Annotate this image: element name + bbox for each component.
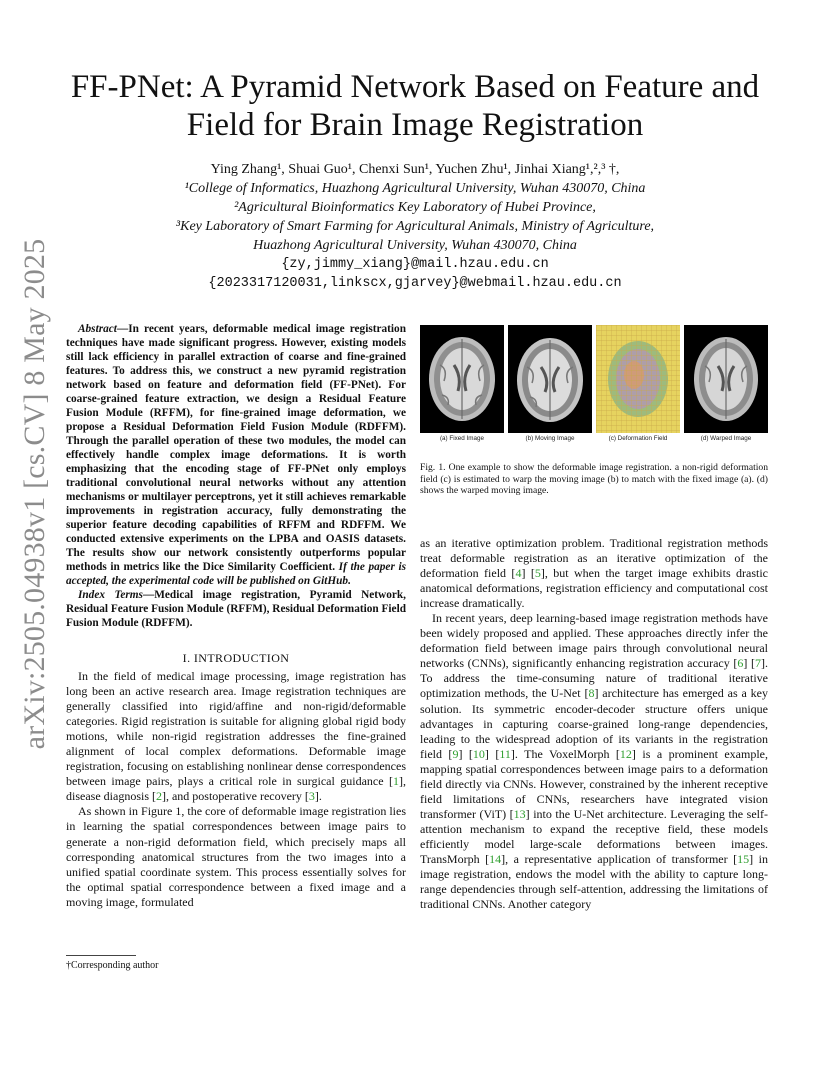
citation-link[interactable]: 2 (155, 789, 162, 804)
index-terms: —Medical image registration, Pyramid Network, Residual Feature Fusion Module (RFFM), Residual Deformation Field Fusion Module (RDFFM). (66, 589, 406, 629)
panel-caption-c: (c) Deformation Field (608, 435, 668, 442)
paragraph-text: ] [ (458, 746, 473, 761)
paragraph-text: ], but when the target image exhibits drastic anatomical deformations, registration efficiency and computational cost increase dramatically. (420, 566, 768, 611)
arxiv-watermark: arXiv:2505.04938v1 [cs.CV] 8 May 2025 (18, 238, 51, 750)
paragraph-text: In recent years, deep learning-based image registration methods have been widely proposed and applied. These approaches directly infer the deformation field between image pairs through convolutional neural networks (CNNs), significantly enhancing registration accuracy [ (420, 611, 768, 671)
paragraph-text: ] into the U-Net architecture. Leveraging the self-attention mechanism to expand the receptive field, these models efficiently model large-scale deformations between images. TransMorph [ (420, 806, 768, 866)
abstract-code-note: If the paper is accepted, the experimental code will be published on GitHub. (66, 561, 406, 587)
affiliation-1: ¹College of Informatics, Huazhong Agricultural University, Wuhan 430070, China (184, 181, 646, 196)
paragraph-text: ], disease diagnosis [ (66, 774, 406, 804)
footnote-divider (66, 955, 136, 956)
paragraph-text: ] in image registration, endows the model with the ability to capture long-range dependencies through self-attention, addressing the limitations of traditional CNNs. Another category (420, 851, 768, 912)
paragraph-text: ]. To address the time-consuming nature of traditional iterative optimization methods, the U-Net [ (420, 656, 768, 701)
citation-link[interactable]: 8 (588, 686, 595, 701)
paragraph-text: In the field of medical image processing, image registration has long been an active research area. Image registration techniques are generally classified into rigid/affine and non-rigid/deformable categories. Rigid registration is suitable for aligning global rigid body motions, while non-rigid registration addresses the fine-grained alignment of local complex deformations. Deformable image registration, focusing on establishing nonlinear dense correspondences between image pairs, plays a critical role in surgical guidance [ (66, 669, 406, 789)
paragraph-text: ] [ (743, 656, 755, 671)
citation-link[interactable]: 4 (515, 566, 522, 581)
paper-title: FF-PNet: A Pyramid Network Based on Feature and Field for Brain Image Registration (70, 69, 760, 143)
citation-link[interactable]: 1 (393, 774, 399, 789)
author-block (60, 160, 770, 293)
index-terms-label: Index Terms (78, 589, 143, 601)
introduction-body (66, 669, 406, 910)
paragraph-text: ] is a prominent example, mapping spatial correspondences between image pairs to a deformation field directly via CNNs. However, constrained by the inherent receptive field limitations of CNNs, researchers have integrated vision transformer (ViT) [ (420, 746, 769, 821)
abstract (66, 322, 406, 630)
right-column-body (420, 536, 768, 912)
moving-image-panel (508, 325, 592, 433)
citation-link[interactable]: 12 (619, 746, 632, 761)
email-1: {zy,jimmy_xiang}@mail.hzau.edu.cn (281, 257, 549, 272)
warped-image-panel (684, 325, 768, 433)
panel-caption-a: (a) Fixed Image (439, 435, 485, 442)
paragraph (420, 536, 768, 611)
author-line: Ying Zhang¹, Shuai Guo¹, Chenxi Sun¹, Yuchen Zhu¹, Jinhai Xiang¹,²,³ †, (210, 162, 620, 177)
paragraph (66, 804, 406, 909)
figure-1 (420, 325, 768, 445)
citation-link[interactable]: 3 (308, 789, 315, 804)
citation-link[interactable]: 11 (499, 746, 511, 761)
deformation-field-panel (596, 325, 680, 433)
paragraph-text: ], a representative application of transformer [ (501, 851, 738, 866)
paragraph-text: ]. The VoxelMorph [ (510, 746, 620, 761)
affiliation-4: Huazhong Agricultural University, Wuhan 430070, China (253, 238, 577, 253)
brain-scan-icon (508, 325, 592, 433)
panel-caption-d: (d) Warped Image (700, 435, 752, 442)
citation-link[interactable]: 7 (754, 656, 761, 671)
paragraph-text: ], and postoperative recovery [ (161, 789, 309, 804)
citation-link[interactable]: 5 (534, 566, 541, 581)
section-heading-introduction: I. INTRODUCTION (182, 651, 290, 665)
citation-link[interactable]: 13 (513, 806, 526, 821)
paragraph-text: as an iterative optimization problem. Traditional registration methods treat deformable registration as an iterative optimization of the deformation field [ (420, 536, 768, 581)
paragraph-text: ] [ (521, 566, 535, 581)
footnote: †Corresponding author (66, 960, 159, 971)
citation-link[interactable]: 14 (489, 851, 502, 866)
email-2: {2023317120031,linkscx,gjarvey}@webmail.hzau.edu.cn (208, 276, 622, 291)
figure-caption: Fig. 1. One example to show the deformable image registration. a non-rigid deformation field (c) is estimated to warp the moving image (b) to match with the fixed image (a). (d) shows the warped moving image. (420, 462, 768, 497)
abstract-label: Abstract (78, 323, 117, 335)
paragraph-text: ]. (314, 789, 322, 804)
paragraph-text: ] [ (484, 746, 500, 761)
brain-scan-icon (420, 325, 504, 433)
brain-scan-icon (684, 325, 768, 433)
affiliation-3: ³Key Laboratory of Smart Farming for Agricultural Animals, Ministry of Agriculture, (175, 219, 655, 234)
citation-link[interactable]: 6 (737, 656, 744, 671)
paragraph (420, 611, 768, 912)
paragraph (66, 669, 406, 804)
fixed-image-panel (420, 325, 504, 433)
affiliation-2: ²Agricultural Bioinformatics Key Laboratory of Hubei Province, (234, 200, 596, 215)
citation-link[interactable]: 10 (472, 746, 485, 761)
citation-link[interactable]: 9 (452, 746, 459, 761)
abstract-text: —In recent years, deformable medical image registration techniques have made significant progress. However, existing models still lack efficiency in parallel extraction of coarse and fine-grained features. To address this, we construct a new pyramid registration network based on feature and deformation field (FF-PNet). For coarse-grained feature extraction, we design a Residual Feature Fusion Module (RFFM), for fine-grained image deformation, we propose a Residual Deformation Field Fusion Module (RDFFM). Through the parallel operation of these two modules, the model can effectively handle complex image deformations. It is worth emphasizing that the encoding stage of FF-PNet only employs traditional convolutional neural networks without any attention mechanisms or multilayer perceptrons, yet it still achieves remarkable improvements in registration accuracy, fully demonstrating the superior feature decoding capabilities of RFFM and RDFFM. We conducted extensive experiments on the LPBA and OASIS datasets. The results show our network consistently outperforms popular methods in metrics like the Dice Similarity Coefficient. (66, 323, 406, 573)
panel-caption-b: (b) Moving Image (525, 435, 575, 442)
deformation-grid-icon (596, 325, 680, 433)
paragraph-text: As shown in Figure 1, the core of deformable image registration lies in learning the spatial correspondences between image pairs to generate a non-rigid deformation field, which precisely maps all corresponding anatomical structures from the two images into a unified spatial coordinate system. This process essentially solves for the optimal spatial correspondence between a fixed image and a moving image, formulated (66, 804, 406, 909)
paragraph-text: ] architecture has emerged as a key solution. Its symmetric encoder-decoder structure offers unique advantages in capturing coarse-grained long-range dependencies, leading to the widespread adoption of its variants in the registration field [ (420, 686, 768, 761)
citation-link[interactable]: 15 (737, 851, 750, 866)
